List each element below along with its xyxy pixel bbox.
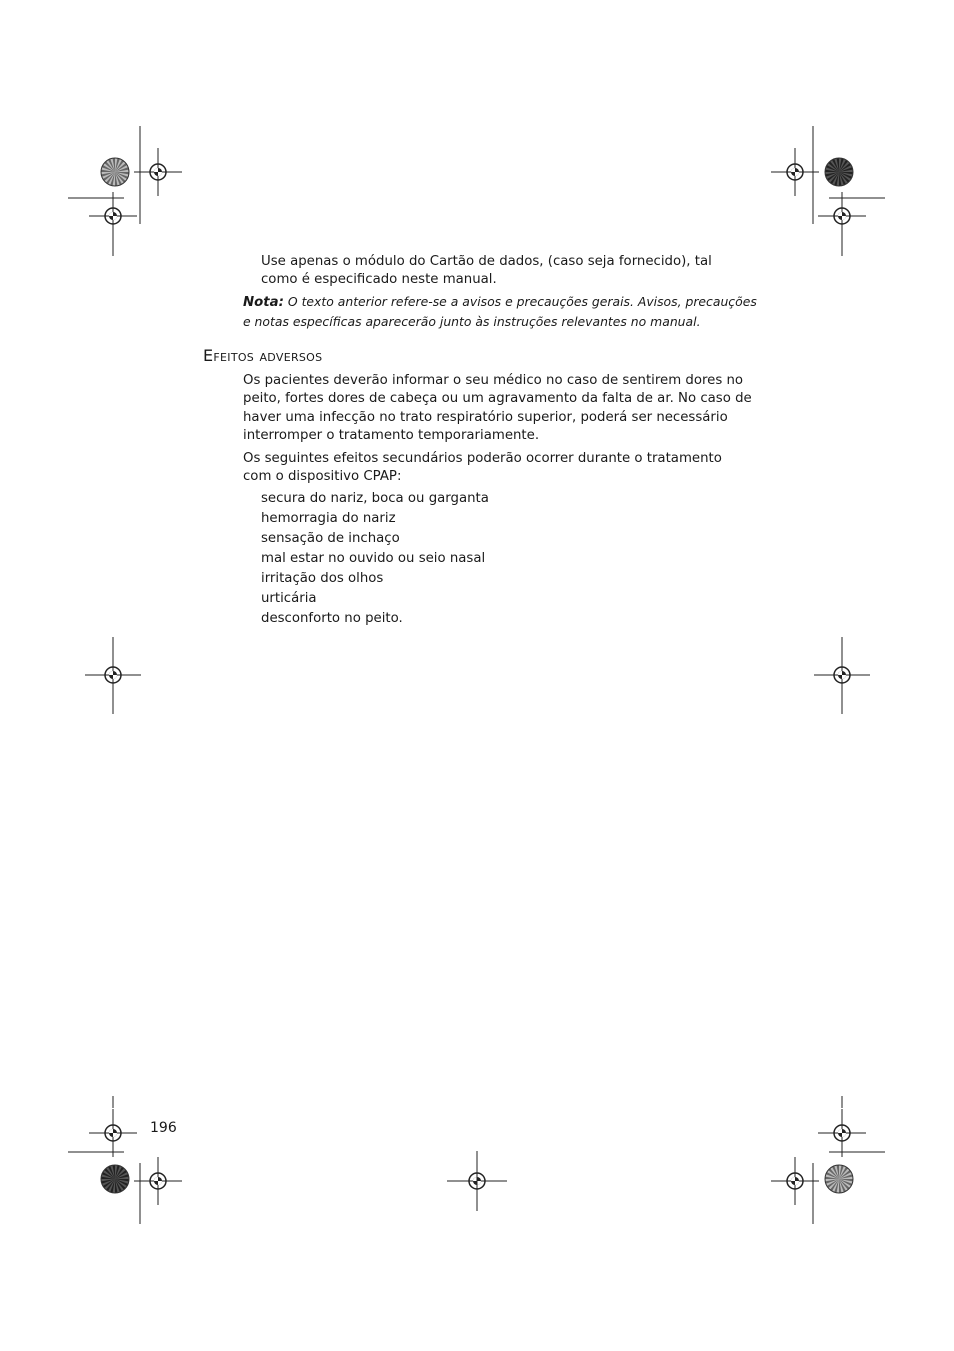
list-item: urticária xyxy=(261,591,317,606)
note xyxy=(243,293,763,331)
registration-target-icon xyxy=(771,148,819,196)
side-effects-list xyxy=(261,489,489,629)
list-item: secura do nariz, boca ou garganta xyxy=(261,491,489,506)
list-item: mal estar no ouvido ou seio nasal xyxy=(261,551,486,566)
section-heading: Efeitos adversos xyxy=(203,346,323,365)
registration-target-icon xyxy=(85,647,141,703)
note-label: Nota: xyxy=(243,295,284,310)
section-paragraph-1: Os pacientes deverão informar o seu médico no caso de sentirem dores no peito, fortes dores de cabeça ou um agravamento da falta de ar. No caso de haver uma infecção no trato respiratório superior, poderá ser necessário interromper o tratamento temporariamente. xyxy=(243,373,752,444)
color-wheel-icon xyxy=(101,158,129,186)
registration-target-icon xyxy=(771,1157,819,1205)
note-text: O texto anterior refere-se a avisos e precauções gerais. Avisos, precauções e notas específicas aparecerão junto às instruções relevantes no manual. xyxy=(243,294,757,329)
list-item: desconforto no peito. xyxy=(261,611,403,626)
list-item: irritação dos olhos xyxy=(261,571,384,586)
registration-target-icon xyxy=(814,647,870,703)
registration-target-icon xyxy=(89,1109,137,1157)
color-wheel-icon xyxy=(825,158,853,186)
section-paragraph-2: Os seguintes efeitos secundários poderão ocorrer durante o tratamento com o dispositivo CPAP: xyxy=(243,451,722,485)
registration-target-icon xyxy=(818,1109,866,1157)
intro-paragraph: Use apenas o módulo do Cartão de dados, (caso seja fornecido), tal como é especificado neste manual. xyxy=(261,254,712,288)
page-number: 196 xyxy=(150,1120,177,1136)
list-item: hemorragia do nariz xyxy=(261,511,396,526)
registration-target-icon xyxy=(134,148,182,196)
registration-target-icon xyxy=(134,1157,182,1205)
list-item: sensação de inchaço xyxy=(261,531,400,546)
color-wheel-icon xyxy=(101,1165,129,1193)
color-wheel-icon xyxy=(825,1165,853,1193)
